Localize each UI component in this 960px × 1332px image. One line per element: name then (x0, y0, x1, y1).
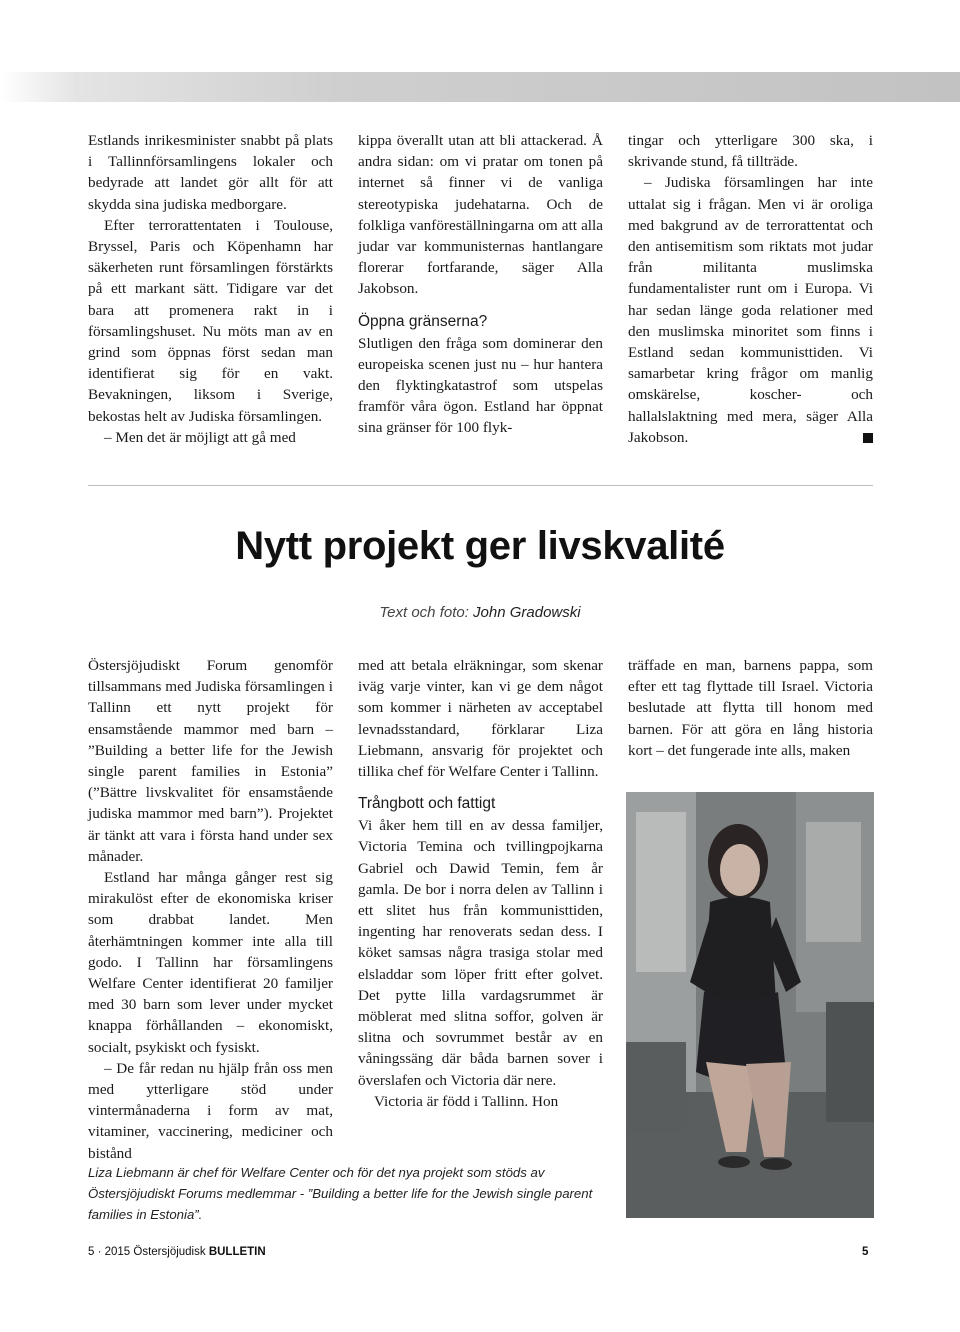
paragraph: med att betala elräkningar, som skenar iväg varje vinter, kan vi ge dem något som kommer i närheten av acceptabel levnadsstandard, förklarar Liza Liebmann, ansvarig för projektet och tillika chef för Welfare Center i Tallinn. (358, 657, 603, 781)
header-bar (0, 72, 960, 102)
paragraph: kippa överallt utan att bli attackerad. Å andra sidan: om vi pratar om tonen på internet så finner vi de vanliga stereotypiska judehatarna. Och de folkliga vanföreställningarna om att alla judar var kommunisternas hantlangare florerar fortfarande, säger Alla Jakobson. (358, 132, 603, 298)
footer-magazine-name: BULLETIN (208, 1246, 266, 1258)
article-col-3 (628, 655, 873, 761)
section-divider (88, 485, 873, 486)
paragraph: tingar och ytterligare 300 ska, i skrivande stund, få tillträde. (628, 132, 873, 171)
paragraph: Victoria är född i Tallinn. Hon (374, 1092, 559, 1110)
footer-issue (88, 1246, 266, 1258)
byline-label: Text och foto: (379, 604, 474, 621)
photo-illustration (626, 792, 874, 1218)
top-article-col-2 (358, 130, 603, 439)
article-headline: Nytt projekt ger livskvalité (235, 524, 725, 568)
footer-issue-text: 5 · 2015 Östersjöjudisk (88, 1246, 209, 1258)
paragraph: Efter terrorattentaten i Toulouse, Bryssel, Paris och Köpenhamn har säkerheten runt församlingen förstärkts på ett markant sätt. Tidigare var det bara att promenera rakt in i församlingshuset. Nu möts man av en grind som öppnas först sedan man identifierat sig för en vakt. Bevakningen, liksom i Sverige, bekostas helt av Judiska församlingen. (88, 216, 333, 425)
page-number: 5 (862, 1246, 869, 1258)
paragraph: – De får redan nu hjälp från oss men med ytterligare stöd under vintermånaderna i form av mat, vitaminer, vaccinering, mediciner och bistånd (88, 1059, 333, 1162)
paragraph: Vi åker hem till en av dessa familjer, Victoria Temina och tvillingpojkarna Gabriel och Dawid Temin, fem år gamla. De bor i norra delen av Tallinn i ett slitet hus från kommunisttiden, ingenting har renoverats sedan dess. I köket samsas några trasiga stolar med elsladdar som löper fritt efter golvet. Det pytte lilla vardagsrummet är möblerat med slitna soffor, golven är slitna och sovrummet består av en våningssäng där båda barnen sover i överslafen och Victoria där nere. (358, 817, 603, 1089)
top-article-col-1 (88, 130, 333, 448)
top-article-col-3 (628, 130, 873, 448)
paragraph: – Men det är möjligt att gå med (104, 428, 296, 446)
paragraph-text: – Judiska församlingen har inte uttalat sig i frågan. Men vi är oroliga med bakgrund av de terrorattentat och den antisemitism som riktats mot judar från militanta muslimska fundamentalister runt om i Europa. Vi har sedan länge goda relationer med den muslimska minoritet som finns i Estland sedan kommunisttiden. Vi samarbetar kring frågor om manlig omskärelse, koscher- och hallalslaktning med mera, säger Alla Jakobson. (628, 174, 873, 446)
article-col-1 (88, 655, 333, 1164)
paragraph (628, 172, 873, 448)
paragraph: träffade en man, barnens pappa, som efter ett tag flyttade till Israel. Victoria beslutade att flytta till honom med barnen. För att göra en lång historia kort – det fungerade inte alls, maken (628, 657, 873, 759)
subheading: Öppna gränserna? (358, 312, 488, 330)
byline (0, 604, 960, 621)
end-mark-icon (863, 433, 873, 443)
subheading: Trångbott och fattigt (358, 795, 496, 813)
article-col-2 (358, 655, 603, 1112)
paragraph: Estland har många gånger rest sig mirakulöst efter de ekonomiska kriser som drabbat landet. Men återhämtningen kommer inte alla till godo. I Tallinn har församlingens Welfare Center identifierat 20 familjer med 30 barn som lever under mycket knappa förhållanden – ekonomiskt, socialt, psykiskt och fysiskt. (88, 869, 333, 1056)
portrait-photo (626, 792, 874, 1218)
photo-caption: Liza Liebmann är chef för Welfare Center och för det nya projekt som stöds av Östersjöjudiskt Forums medlemmar - ”Building a better life for the Jewish single parent families in Estonia”. (88, 1165, 593, 1222)
paragraph: Östersjöjudiskt Forum genomför tillsammans med Judiska församlingen i Tallinn ett nytt projekt för ensamstående mammor med barn – ”Building a better life for the Jewish single parent families in Estonia” (”Bättre livskvalitet för ensamstående judiska mammor med barn”). Projektet är tänkt att vara i första hand under sex månader. (88, 657, 333, 865)
paragraph: Estlands inrikesminister snabbt på plats i Tallinnförsamlingens lokaler och bedyrade att landet gör allt för att skydda sina judiska medborgare. (88, 132, 333, 213)
paragraph: Slutligen den fråga som dominerar den europeiska scenen just nu – hur hantera den flyktingkatastrof som utspelas framför våra ögon. Estland har öppnat sina gränser för 100 flyk- (358, 334, 603, 437)
byline-author: John Gradowski (473, 604, 581, 621)
